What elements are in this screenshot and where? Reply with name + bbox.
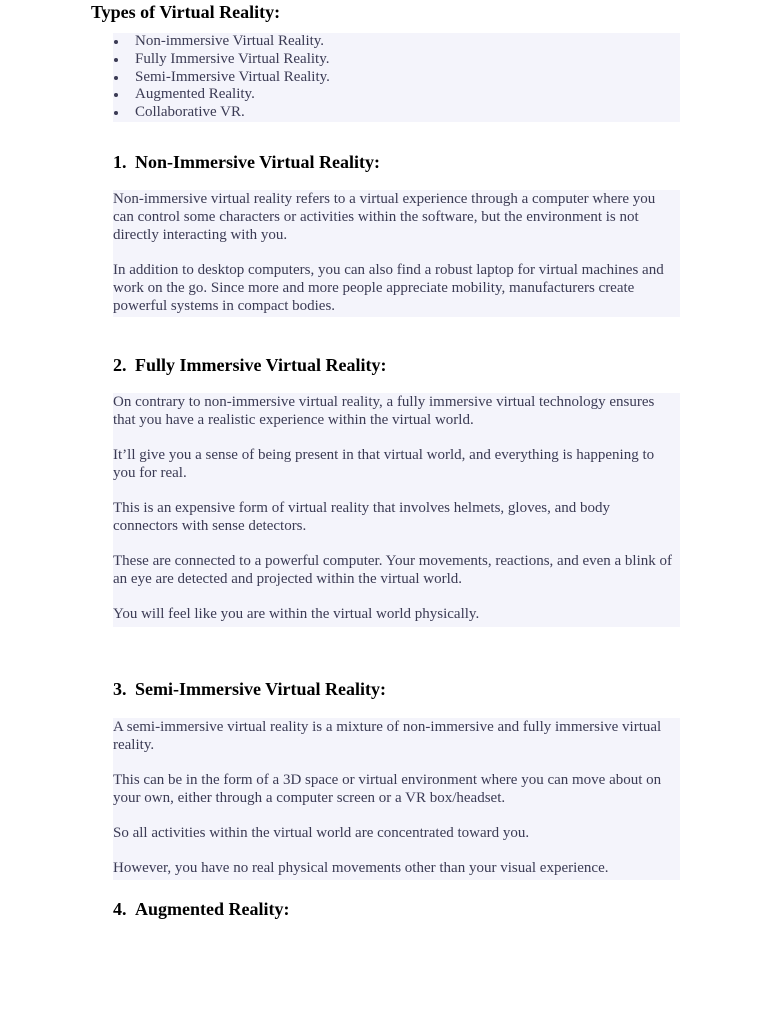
section-heading-semi-immersive [113, 678, 386, 700]
paragraph: In addition to desktop computers, you can also find a robust laptop for virtual machines and work on the go. Since more and more people appreciate mobility, manufacturers create powerful systems in compact bodies. [113, 262, 664, 314]
paragraph: So all activities within the virtual world are concentrated toward you. [113, 825, 530, 841]
section-number: 2. [113, 355, 127, 375]
section-title: Semi-Immersive Virtual Reality: [135, 679, 386, 699]
paragraph: You will feel like you are within the virtual world physically. [113, 606, 480, 622]
section-number: 1. [113, 152, 127, 172]
section-number: 4. [113, 899, 127, 919]
page-title: Types of Virtual Reality: [91, 2, 281, 22]
paragraph: These are connected to a powerful computer. Your movements, reactions, and even a blink of an eye are detected and projected within the virtual world. [113, 553, 672, 587]
section-heading-non-immersive [113, 151, 380, 173]
section-heading-fully-immersive [113, 354, 386, 376]
list-item: Semi-Immersive Virtual Reality. [113, 69, 680, 87]
paragraph: This can be in the form of a 3D space or virtual environment where you can move about on your own, either through a computer screen or a VR box/headset. [113, 772, 662, 806]
paragraph: Non-immersive virtual reality refers to a virtual experience through a computer where you can control some characters or activities within the software, but the environment is not directly interacting with you. [113, 191, 656, 243]
section-body-non-immersive [113, 190, 680, 317]
section-body-semi-immersive [113, 718, 680, 880]
paragraph: On contrary to non-immersive virtual reality, a fully immersive virtual technology ensures that you have a realistic experience within the virtual world. [113, 394, 655, 428]
types-list [113, 33, 680, 122]
section-number: 3. [113, 679, 127, 699]
paragraph: However, you have no real physical movements other than your visual experience. [113, 860, 609, 876]
list-item: Collaborative VR. [113, 104, 680, 122]
section-heading-augmented [113, 898, 289, 920]
section-body-fully-immersive [113, 393, 680, 627]
section-title: Non-Immersive Virtual Reality: [135, 152, 380, 172]
section-title: Fully Immersive Virtual Reality: [135, 355, 387, 375]
paragraph: A semi-immersive virtual reality is a mixture of non-immersive and fully immersive virtual reality. [113, 719, 662, 753]
list-item: Fully Immersive Virtual Reality. [113, 51, 680, 69]
list-item: Non-immersive Virtual Reality. [113, 33, 680, 51]
section-title: Augmented Reality: [135, 899, 290, 919]
paragraph: It’ll give you a sense of being present in that virtual world, and everything is happening to you for real. [113, 447, 655, 481]
paragraph: This is an expensive form of virtual reality that involves helmets, gloves, and body connectors with sense detectors. [113, 500, 610, 534]
list-item: Augmented Reality. [113, 86, 680, 104]
